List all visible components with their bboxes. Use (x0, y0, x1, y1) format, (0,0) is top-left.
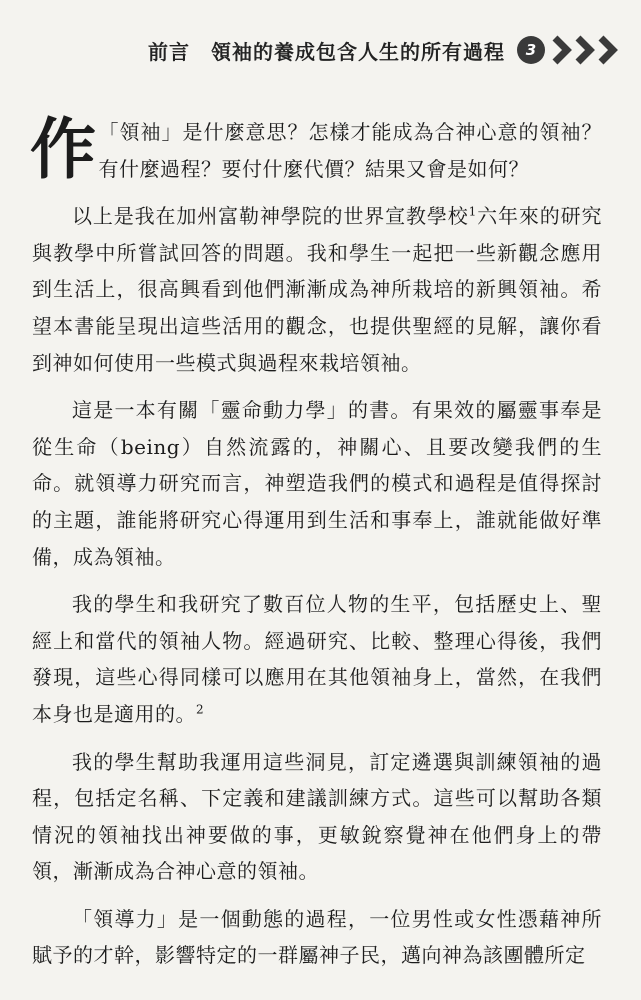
paragraph-3-text: 這是一本有關「靈命動力學」的書。有果效的屬靈事奉是從生命（being）自然流露的，神關心、且要改變我們的生命。就領導力研究而言，神塑造我們的模式和過程是值得探討的主題，誰能將研究心得運用到生活和事奉上，誰就能做好準備，成為領袖。 (32, 398, 602, 569)
paragraph-2 (32, 198, 602, 381)
paragraph-5-text: 我的學生幫助我運用這些洞見，訂定遴選與訓練領袖的過程，包括定名稱、下定義和建議訓練方式。這些可以幫助各類情況的領袖找出神要做的事，更敏銳察覺神在他們身上的帶領，漸漸成為合神心意的領袖。 (32, 749, 602, 884)
footnote-ref-2[interactable]: 2 (196, 702, 205, 717)
paragraph-2-text-a: 以上是我在加州富勒神學院的世界宣教學校 (72, 204, 469, 229)
paragraph-6 (32, 901, 602, 974)
running-header-title: 前言 領袖的養成包含人生的所有過程 (148, 39, 505, 64)
page-number-badge: 3 (517, 36, 545, 64)
page-header (0, 30, 627, 70)
paragraph-4-text: 我的學生和我研究了數百位人物的生平，包括歷史上、聖經上和當代的領袖人物。經過研究、比較、整理心得後，我們發現，這些心得同樣可以應用在其他領袖身上，當然，在我們本身也是適用的。 (32, 592, 602, 726)
footnote-ref-1[interactable]: 1 (468, 204, 477, 219)
paragraph-6-text: 「領導力」是一個動態的過程，一位男性或女性憑藉神所賦予的才幹，影響特定的一群屬神子民，邁向神為該團體所定 (32, 906, 602, 968)
body-text (30, 111, 603, 985)
drop-cap: 作 (30, 111, 97, 188)
paragraph-1-text: 「領袖」是什麼意思？怎樣才能成為合神心意的領袖？有什麼過程？要付什麼代價？結果又會是如何？ (98, 120, 602, 181)
paragraph-1 (30, 111, 602, 188)
paragraph-3 (32, 392, 602, 575)
paragraph-4 (32, 586, 602, 732)
paragraph-5 (32, 744, 602, 890)
paragraph-2-text-b: 六年來的研究與教學中所嘗試回答的問題。我和學生一起把一些新觀念應用到生活上，很高興看到他們漸漸成為神所栽培的新興領袖。希望本書能呈現出這些活用的觀念，也提供聖經的見解，讓你看到神如何使用一些模式與過程來栽培領袖。 (32, 204, 603, 375)
triple-chevron-right-icon (551, 34, 627, 66)
